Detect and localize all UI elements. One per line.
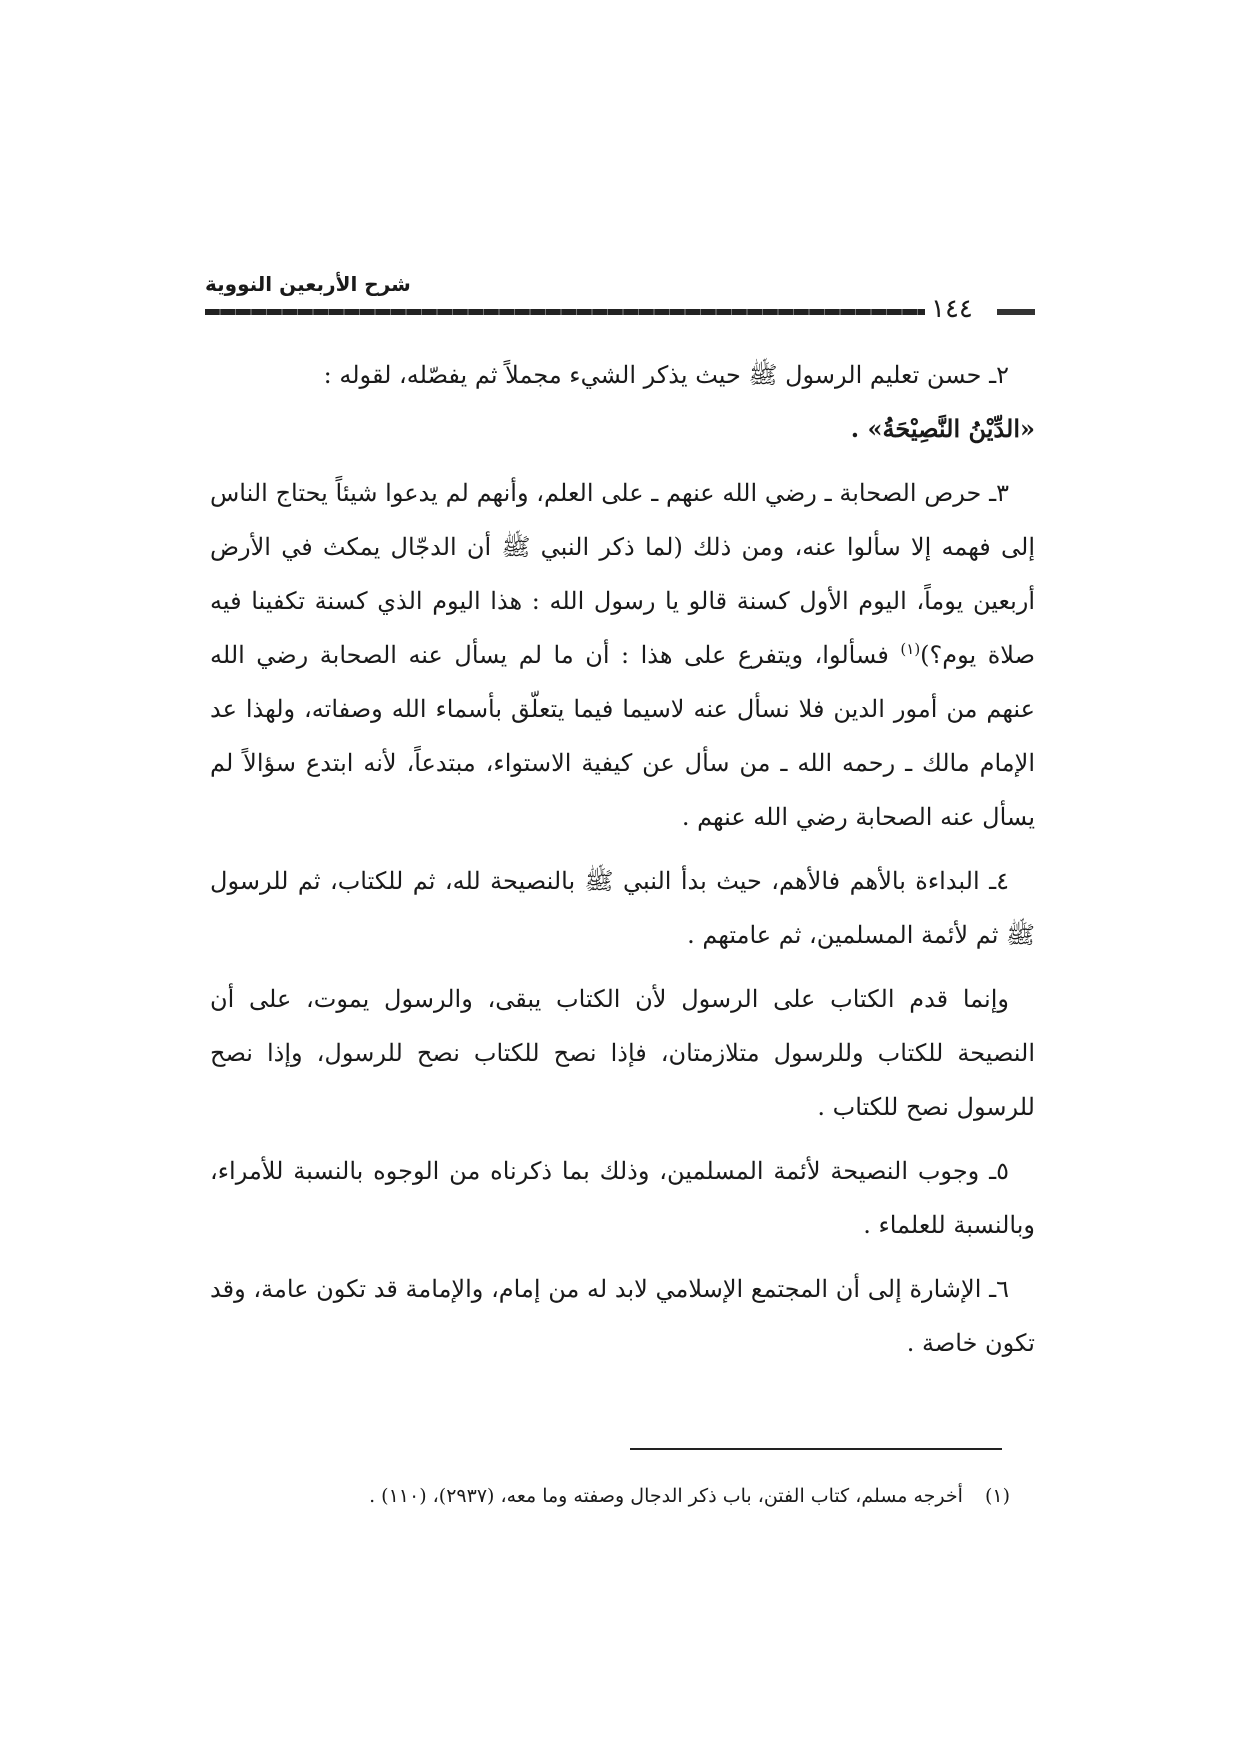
header-rule: [205, 309, 925, 315]
book-title: شرح الأربعين النووية: [205, 272, 411, 296]
body-text: [210, 348, 1035, 1380]
footnote-text: أخرجه مسلم، كتاب الفتن، باب ذكر الدجال وصفته وما معه، (٢٩٣٧)، (١١٠) .: [369, 1485, 963, 1507]
paragraph-5: ٥ـ وجوب النصيحة لأئمة المسلمين، وذلك بما ذكرناه من الوجوه بالنسبة للأمراء، وبالنسبة للعلماء .: [210, 1157, 1035, 1239]
paragraph-1-text: ٢ـ حسن تعليم الرسول ﷺ حيث يذكر الشيء مجملاً ثم يفصّله، لقوله :: [323, 361, 1009, 389]
footnote-number: (١): [984, 1485, 1010, 1507]
footnote-divider: [630, 1448, 1002, 1450]
paragraph-3: ٤ـ البداءة بالأهم فالأهم، حيث بدأ النبي ﷺ بالنصيحة لله، ثم للكتاب، ثم للرسول ﷺ ثم لأئمة المسلمين، ثم عامتهم .: [210, 867, 1035, 949]
page-header: [205, 272, 1035, 332]
page-number: ١٤٤: [931, 294, 973, 324]
hadith-quote: «الدِّيْنُ النَّصِيْحَةُ» .: [850, 414, 1035, 443]
header-rule-end: [997, 309, 1035, 315]
paragraph-2-text: ٣ـ حرص الصحابة ـ رضي الله عنهم ـ على العلم، وأنهم لم يدعوا شيئاً يحتاج الناس إلى فهمه إلا سألوا عنه، ومن ذلك (لما ذكر النبي ﷺ أن الدجّال يمكث في الأرض أربعين يوماً، اليوم الأول كسنة قالو يا رسول الله : هذا اليوم الذي كسنة تكفينا فيه صلاة يوم؟): [210, 479, 1036, 669]
paragraph-6: ٦ـ الإشارة إلى أن المجتمع الإسلامي لابد له من إمام، والإمامة قد تكون عامة، وقد تكون خاصة .: [210, 1275, 1035, 1357]
paragraph-1: [210, 348, 1035, 456]
paragraph-2: [210, 466, 1035, 844]
footnote: [230, 1480, 1010, 1512]
paragraph-2-text-continued: فسألوا، ويتفرع على هذا : أن ما لم يسأل عنه الصحابة رضي الله عنهم من أمور الدين فلا نسأل عنه لاسيما فيما يتعلّق بأسماء الله وصفاته، ولهذا عد الإمام مالك ـ رحمه الله ـ من سأل عن كيفية الاستواء، مبتدعاً، لأنه ابتدع سؤالاً لم يسأل عنه الصحابة رضي الله عنهم .: [210, 641, 1035, 831]
paragraph-4: وإنما قدم الكتاب على الرسول لأن الكتاب يبقى، والرسول يموت، على أن النصيحة للكتاب وللرسول متلازمتان، فإذا نصح للكتاب نصح للرسول، وإذا نصح للرسول نصح للكتاب .: [210, 985, 1036, 1121]
footnote-reference[interactable]: (١): [900, 640, 921, 658]
